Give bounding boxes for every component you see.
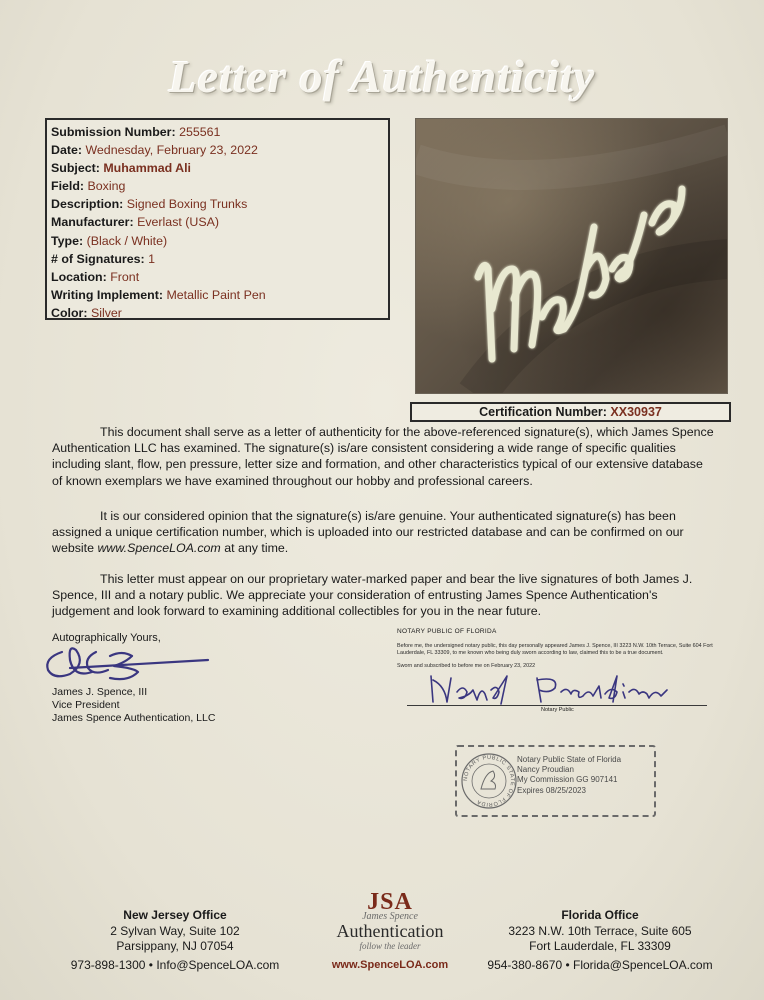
office-address-line2: Parsippany, NJ 07054 <box>116 939 234 954</box>
svg-text:NOTARY PUBLIC STATE OF FLORIDA <box>463 755 515 807</box>
notary-heading: NOTARY PUBLIC OF FLORIDA <box>397 628 497 635</box>
certification-number: XX30937 <box>610 405 662 419</box>
info-label: Location: <box>51 269 107 284</box>
office-phone: 954-380-8670 <box>487 957 563 972</box>
info-label: Description: <box>51 197 124 212</box>
stamp-line-name: Nancy Proudian <box>517 765 574 775</box>
logo-authentication: Authentication <box>336 921 444 941</box>
certification-label: Certification Number: <box>479 405 607 419</box>
office-address-line1: 3223 N.W. 10th Terrace, Suite 605 <box>508 923 692 938</box>
footer-website[interactable]: www.SpenceLOA.com <box>331 959 449 971</box>
office-email[interactable]: Florida@SpenceLOA.com <box>573 957 713 972</box>
item-photo <box>415 118 728 394</box>
notary-block <box>397 628 722 713</box>
info-row-writing-implement <box>51 286 384 304</box>
bullet-separator: • <box>565 957 570 972</box>
info-value: Signed Boxing Trunks <box>126 197 248 212</box>
office-email[interactable]: Info@SpenceLOA.com <box>156 957 280 972</box>
notary-signature-line <box>407 705 707 706</box>
info-label: Writing Implement: <box>51 287 163 302</box>
info-row-color <box>51 304 384 322</box>
info-label: Type: <box>51 233 84 248</box>
signer-title: Vice President <box>52 699 120 711</box>
info-label: # of Signatures: <box>51 251 145 266</box>
info-label: Color: <box>51 305 88 320</box>
info-label: Field: <box>51 179 85 194</box>
info-row-field <box>51 177 384 195</box>
stamp-line-commission: My Commission GG 907141 <box>517 775 618 785</box>
info-value: Metallic Paint Pen <box>166 287 266 302</box>
paragraph-watermark <box>52 571 716 620</box>
certification-number-box <box>410 402 731 422</box>
stamp-line-expires: Expires 08/25/2023 <box>517 785 586 795</box>
info-value: Wednesday, February 23, 2022 <box>85 143 258 158</box>
paragraph-text: It is our considered opinion that the signature(s) is/are genuine. Your authenticated signature(s) has been assigned a unique certification number, which is uploaded into our restricted database and can be confirmed on our website <box>52 509 684 556</box>
paragraph-text: This document shall serve as a letter of authenticity for the above-referenced signature(s), which James Spence Authentication LLC has examined. The signature(s) is/are consistent considering a wide range of specific qualities including slant, flow, pen pressure, letter size and formation, and other characteristics typical of our extensive database of known exemplars we have examined throughout our hobby and professional careers. <box>52 425 714 488</box>
notary-stamp <box>455 745 656 817</box>
info-value: 1 <box>148 251 155 266</box>
logo-jsa: JSA <box>367 889 413 915</box>
signer-name: James J. Spence, III <box>52 686 148 698</box>
bullet-separator: • <box>148 957 153 972</box>
paragraph-text: at any time. <box>220 541 289 556</box>
office-address-line1: 2 Sylvan Way, Suite 102 <box>110 923 240 938</box>
office-name: New Jersey Office <box>123 908 227 922</box>
office-name: Florida Office <box>561 908 639 922</box>
stamp-text <box>517 755 621 796</box>
info-value: Boxing <box>87 179 126 194</box>
info-label: Date: <box>51 143 82 158</box>
info-row-submission-number <box>51 123 384 141</box>
info-value: (Black / White) <box>86 233 168 248</box>
logo-james-spence: James Spence <box>362 911 418 922</box>
website-link[interactable]: www.SpenceLOA.com <box>97 541 221 556</box>
footer-fl-office <box>480 908 720 973</box>
info-value: Silver <box>90 305 122 320</box>
logo-tagline: follow the leader <box>359 941 421 951</box>
seal-ring-text: NOTARY PUBLIC STATE OF FLORIDA <box>462 754 516 808</box>
notary-statement: Before me, the undersigned notary public, this day personally appeared James J. Spence, III 3223 N.W. 10th Terrace, Suite 604 Fort Lauderdale, FL 33309, to me known who being duly sworn according to law, claimed this to be a true document. <box>397 643 713 657</box>
notary-signature <box>417 672 717 708</box>
info-row-subject <box>51 159 384 177</box>
info-row-location <box>51 268 384 286</box>
info-label: Subject: <box>51 161 100 176</box>
info-value: Front <box>110 269 140 284</box>
signer-block <box>52 686 215 725</box>
info-row-description <box>51 195 384 213</box>
info-value: Muhammad Ali <box>103 161 192 176</box>
office-phone: 973-898-1300 <box>70 957 146 972</box>
info-row-date <box>51 141 384 159</box>
autograph-image <box>416 119 728 394</box>
signer-company: James Spence Authentication, LLC <box>52 712 216 724</box>
info-label: Manufacturer: <box>51 215 134 230</box>
document-title: Letter of Authenticity <box>168 51 596 102</box>
office-contact <box>60 958 290 974</box>
spence-signature <box>40 638 220 688</box>
notary-seal-icon <box>459 751 519 811</box>
paragraph-text: This letter must appear on our proprietary water-marked paper and bear the live signatures of both James J. Spence, III and a notary public. We appreciate your consideration of entrusting James Spence Authentication's judgement and look forward to examining additional collectibles for you in the near future. <box>52 572 693 619</box>
jsa-logo <box>310 890 470 980</box>
submission-info-box <box>45 118 390 320</box>
info-row-signature-count <box>51 250 384 268</box>
info-row-type <box>51 232 384 250</box>
notary-sworn-line: Sworn and subscribed to before me on February 23, 2022 <box>397 662 536 669</box>
info-row-manufacturer <box>51 213 384 231</box>
paragraph-opinion <box>52 508 716 557</box>
office-address-line2: Fort Lauderdale, FL 33309 <box>529 939 671 954</box>
notary-public-label: Notary Public <box>541 707 574 713</box>
office-contact <box>480 958 720 974</box>
info-value: 255561 <box>179 125 221 139</box>
paragraph-authenticity <box>52 424 716 489</box>
footer-nj-office <box>60 908 290 973</box>
stamp-line-state: Notary Public State of Florida <box>517 755 622 764</box>
closing-text: Autographically Yours, <box>52 632 161 644</box>
info-label: Submission Number: <box>51 125 176 139</box>
info-value: Everlast (USA) <box>137 215 220 230</box>
